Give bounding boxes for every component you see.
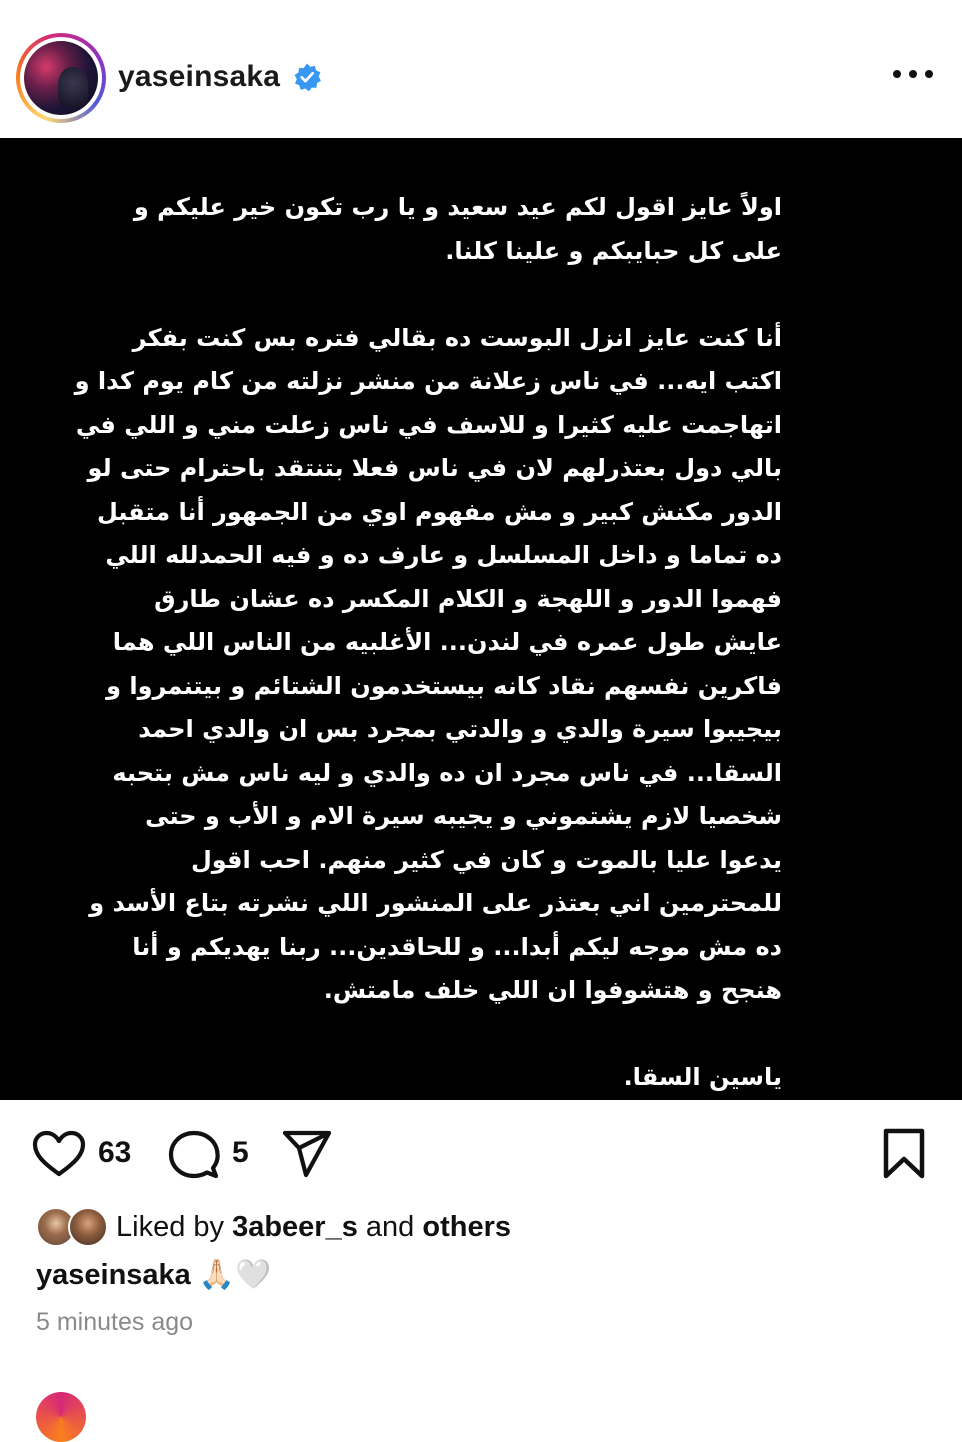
paragraph-gap: [182, 273, 782, 317]
like-count[interactable]: 63: [98, 1136, 132, 1169]
post-text-line: ده مش موجه ليكم أبدا... و للحاقدين... ربنا يهديكم و أنا: [132, 932, 782, 961]
comment-count[interactable]: 5: [232, 1136, 249, 1169]
post-text-line: أنا كنت عايز انزل البوست ده بقالي فتره بس كنت بفكر: [132, 323, 782, 352]
post-text-line: يدعوا عليا بالموت و كان في كثير منهم. احب اقول: [190, 845, 782, 874]
post-image[interactable]: [0, 138, 962, 1100]
share-icon[interactable]: [282, 1130, 332, 1178]
liked-by[interactable]: [36, 1205, 836, 1251]
avatar-image: [24, 41, 98, 115]
post-text: [74, 186, 782, 1100]
post-text-line: بيجيبوا سيرة والدي و والدتي بمجرد بس ان والدي احمد: [138, 715, 782, 743]
liker-avatar: [68, 1207, 108, 1247]
post-text-line: ياسين السقا.: [623, 1063, 782, 1091]
post-text-line: اتهاجمت عليه كثيرا و للاسف في ناس زعلت مني و اللي في: [75, 410, 782, 439]
username-link[interactable]: yaseinsaka: [118, 60, 281, 93]
post-text-line: الدور مكنش كبير و مش مفهوم اوي من الجمهور أنا متقبل: [96, 497, 782, 526]
post-text-line: بالي دول بعتذرلهم لان في ناس فعلا بتنتقد باحترام حتى لو: [87, 454, 782, 482]
action-bar: [0, 1118, 962, 1194]
caption-username[interactable]: yaseinsaka: [36, 1259, 191, 1291]
post-text-line: للمحترمين اني بعتذر على المنشور اللي نشرته بتاع الأسد و: [89, 889, 782, 917]
verified-badge-icon: [292, 62, 322, 92]
post-text-line: اكتب ايه... في ناس زعلانة من منشر نزلته من كام يوم كدا و: [74, 367, 782, 395]
post-text-line: على كل حبايبكم و علينا كلنا.: [445, 236, 782, 265]
caption-text: 🙏🏻🤍: [198, 1259, 272, 1291]
post-text-line: فاكرين نفسهم نقاد كانه بيستخدمون الشتائم و بيتنمروا و: [106, 671, 782, 700]
post-text-line: عايش طول عمره في لندن... الأغلبيه من الناس اللي هما: [112, 628, 782, 656]
liker-username[interactable]: 3abeer_s: [232, 1211, 358, 1243]
bookmark-icon[interactable]: [882, 1128, 926, 1180]
more-options-icon[interactable]: [893, 70, 933, 84]
story-avatar[interactable]: [16, 33, 106, 123]
post-text-line: هنجح و هتشوفوا ان اللي خلف مامتش.: [323, 976, 782, 1004]
post-text-line: السقا... في ناس مجرد ان ده والدي و ليه ناس مش بتحبه: [112, 758, 782, 787]
caption: [36, 1258, 271, 1292]
post-header: [0, 0, 962, 138]
others-link[interactable]: others: [422, 1211, 512, 1243]
post-text-line: اولاً عايز اقول لكم عيد سعيد و يا رب تكون خير عليكم و: [133, 193, 782, 221]
post-text-line: شخصيا لازم يشتموني و يجيبه سيرة الام و الأب و حتى: [145, 802, 782, 830]
post-text-line: فهموا الدور و اللهجة و الكلام المكسر ده عشان طارق: [154, 584, 782, 613]
post-timestamp: 5 minutes ago: [36, 1308, 194, 1336]
liked-by-text: Liked by 3abeer_s and others: [116, 1211, 512, 1243]
heart-icon[interactable]: [32, 1130, 86, 1178]
comment-icon[interactable]: [168, 1130, 220, 1180]
paragraph-gap: [182, 1013, 782, 1057]
post-text-line: ده تماما و داخل المسلسل و عارف ده و فيه الحمدلله اللي: [105, 541, 782, 569]
